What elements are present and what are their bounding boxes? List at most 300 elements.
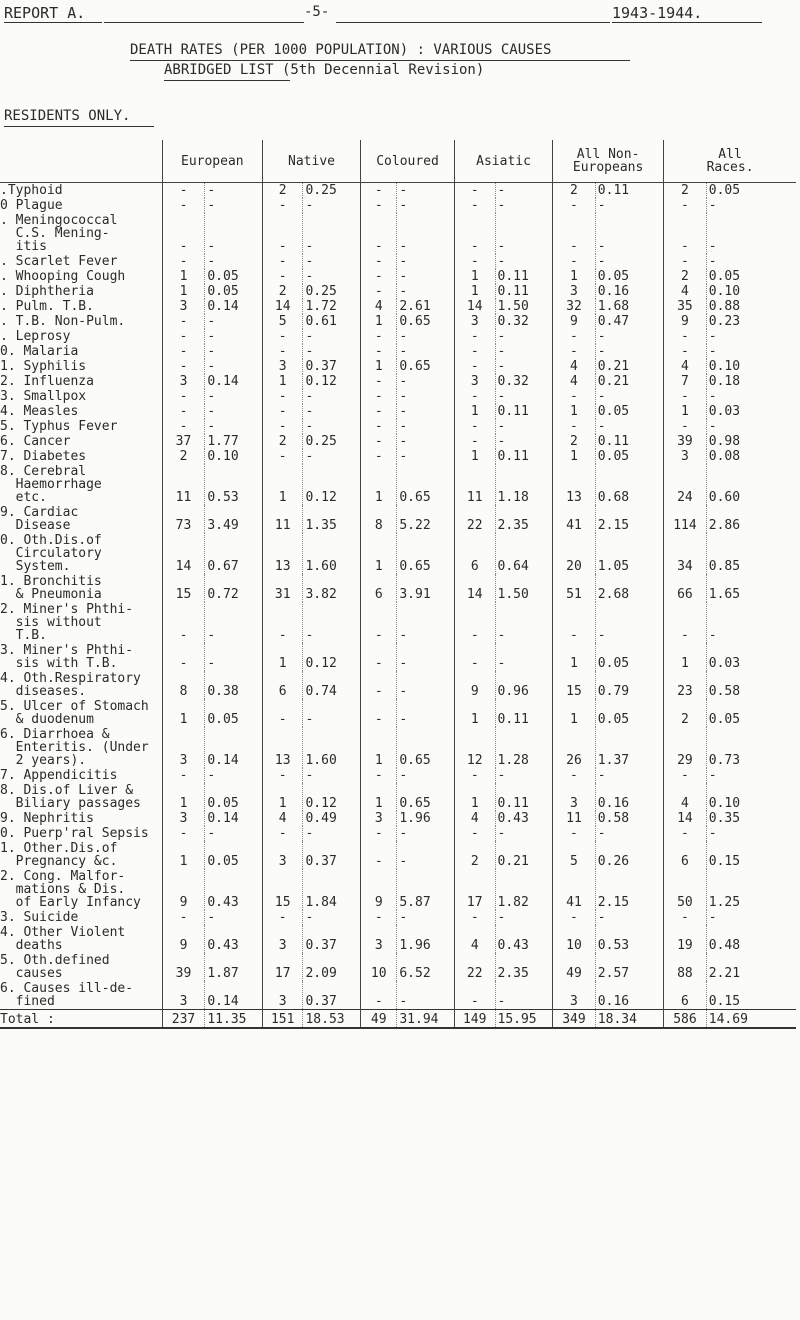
death-count: -	[162, 389, 205, 404]
table-row	[0, 299, 796, 314]
table-row	[0, 602, 796, 643]
death-rate: 2.86	[706, 505, 796, 533]
report-label: REPORT A.	[4, 4, 86, 22]
death-count: 114	[664, 505, 707, 533]
column-header-all-races: All Races.	[664, 140, 796, 183]
death-count: 9	[162, 869, 205, 910]
page-number: -5-	[304, 4, 330, 20]
death-count: 1	[454, 284, 495, 299]
death-count: -	[454, 981, 495, 1010]
death-rate: 2.15	[595, 505, 663, 533]
cause-label: 2. Miner's Phthi- sis without T.B.	[0, 602, 134, 643]
death-count: 9	[553, 314, 596, 329]
death-count: -	[553, 602, 596, 643]
table-body	[0, 183, 796, 1010]
death-rate: 0.11	[495, 699, 553, 727]
death-rate: 0.10	[706, 783, 796, 811]
death-count: -	[361, 910, 397, 925]
table-row	[0, 811, 796, 826]
cause-label: 8. Cerebral Haemorrhage etc.	[0, 464, 102, 505]
death-rate: 0.67	[205, 533, 263, 574]
death-rate: 0.11	[495, 449, 553, 464]
death-rate: 0.74	[303, 671, 361, 699]
death-rate: -	[706, 213, 796, 254]
death-rate: 0.73	[706, 727, 796, 768]
death-rate: 0.11	[495, 783, 553, 811]
death-rate: 0.61	[303, 314, 361, 329]
death-rate: -	[303, 404, 361, 419]
death-count: 1	[454, 404, 495, 419]
death-rate: -	[205, 404, 263, 419]
death-count: 1	[361, 727, 397, 768]
death-count: 19	[664, 925, 707, 953]
report-label-underline	[4, 22, 102, 23]
death-rate: -	[595, 213, 663, 254]
death-rate: 0.25	[303, 434, 361, 449]
death-rate: -	[495, 213, 553, 254]
death-count: 237	[162, 1010, 205, 1029]
death-count: -	[361, 981, 397, 1010]
death-count: 3	[262, 359, 303, 374]
death-rate: -	[595, 198, 663, 213]
cause-label: 4. Measles	[0, 404, 79, 419]
death-rate: 2.61	[397, 299, 455, 314]
table-row	[0, 727, 796, 768]
death-count: -	[162, 198, 205, 213]
death-rate: 0.25	[303, 183, 361, 199]
death-rate: 0.14	[205, 981, 263, 1010]
table-row	[0, 254, 796, 269]
death-rate: 1.82	[495, 869, 553, 910]
death-rate: -	[205, 359, 263, 374]
death-count: -	[162, 643, 205, 671]
death-count: 8	[361, 505, 397, 533]
death-count: 1	[454, 783, 495, 811]
death-rate: 5.87	[397, 869, 455, 910]
death-count: 349	[553, 1010, 596, 1029]
death-count: -	[454, 254, 495, 269]
death-count: 4	[664, 783, 707, 811]
death-count: -	[664, 910, 707, 925]
column-header-all-non-europeans: All Non- Europeans	[553, 140, 664, 183]
death-rate: 0.11	[495, 284, 553, 299]
death-count: 49	[361, 1010, 397, 1029]
death-count: 1	[262, 643, 303, 671]
table-row	[0, 183, 796, 199]
death-rate: 0.96	[495, 671, 553, 699]
death-rate: 2.57	[595, 953, 663, 981]
death-rate: 0.64	[495, 533, 553, 574]
death-count: -	[262, 389, 303, 404]
death-count: -	[162, 910, 205, 925]
death-count: 17	[262, 953, 303, 981]
death-count: -	[664, 198, 707, 213]
death-count: 1	[361, 533, 397, 574]
cause-label: 3. Miner's Phthi- sis with T.B.	[0, 643, 134, 671]
death-count: -	[553, 768, 596, 783]
cause-label: 0 Plague	[0, 198, 63, 213]
death-count: 3	[361, 925, 397, 953]
death-rate: -	[303, 344, 361, 359]
death-count: 1	[664, 643, 707, 671]
death-rate: -	[397, 699, 455, 727]
death-rate: -	[706, 254, 796, 269]
death-count: 2	[553, 183, 596, 199]
death-rate: 0.88	[706, 299, 796, 314]
death-rate: 1.28	[495, 727, 553, 768]
death-rate: 0.25	[303, 284, 361, 299]
death-count: -	[262, 826, 303, 841]
death-count: 2	[262, 284, 303, 299]
death-count: 6	[664, 841, 707, 869]
death-rate: 0.58	[706, 671, 796, 699]
death-rate: 3.49	[205, 505, 263, 533]
death-rate: 31.94	[397, 1010, 455, 1029]
death-rate: 0.37	[303, 981, 361, 1010]
cause-label: 5. Typhus Fever	[0, 419, 118, 434]
death-rate: 1.60	[303, 533, 361, 574]
death-count: -	[454, 183, 495, 199]
death-count: 4	[361, 299, 397, 314]
death-count: -	[454, 434, 495, 449]
death-rate: 0.85	[706, 533, 796, 574]
death-rate: 0.18	[706, 374, 796, 389]
death-rate: 0.16	[595, 284, 663, 299]
death-count: -	[454, 826, 495, 841]
death-count: 1	[162, 284, 205, 299]
death-rate: 1.25	[706, 869, 796, 910]
death-rate: -	[595, 768, 663, 783]
cause-label: . Whooping Cough	[0, 269, 126, 284]
death-rate: 0.32	[495, 314, 553, 329]
table-row	[0, 434, 796, 449]
death-count: -	[454, 198, 495, 213]
table-row	[0, 314, 796, 329]
death-count: -	[162, 404, 205, 419]
death-rate: 0.03	[706, 404, 796, 419]
death-count: -	[262, 198, 303, 213]
death-rate: 0.11	[495, 404, 553, 419]
death-count: 9	[454, 671, 495, 699]
death-rate: 0.23	[706, 314, 796, 329]
death-rate: -	[205, 768, 263, 783]
year-underline	[612, 22, 762, 23]
death-rate: 0.35	[706, 811, 796, 826]
death-count: 2	[262, 183, 303, 199]
death-rate: 1.96	[397, 811, 455, 826]
cause-label: 8. Dis.of Liver & Biliary passages	[0, 783, 141, 811]
death-rate: 0.14	[205, 299, 263, 314]
death-rate: 0.05	[595, 699, 663, 727]
cause-label: 1. Bronchitis & Pneumonia	[0, 574, 102, 602]
death-count: 1	[454, 269, 495, 284]
death-rate: 1.84	[303, 869, 361, 910]
cause-label: 1. Other.Dis.of Pregnancy &c.	[0, 841, 118, 869]
death-count: -	[454, 213, 495, 254]
death-count: 23	[664, 671, 707, 699]
death-count: 41	[553, 505, 596, 533]
death-rate: 2.15	[595, 869, 663, 910]
death-rate: 0.08	[706, 449, 796, 464]
death-rate: 1.77	[205, 434, 263, 449]
death-rate: 0.11	[595, 183, 663, 199]
death-rate: -	[205, 198, 263, 213]
death-rate: 0.05	[205, 269, 263, 284]
death-rate: 0.12	[303, 374, 361, 389]
death-rate: -	[495, 981, 553, 1010]
death-rate: 0.65	[397, 359, 455, 374]
death-rate: -	[595, 910, 663, 925]
death-rate: -	[495, 910, 553, 925]
death-rate: 0.21	[595, 374, 663, 389]
death-count: 2	[553, 434, 596, 449]
header-rule-left	[104, 22, 304, 23]
death-count: -	[162, 359, 205, 374]
death-rate: 2.09	[303, 953, 361, 981]
death-count: 3	[262, 925, 303, 953]
cause-label: 7. Appendicitis	[0, 768, 118, 783]
death-count: 22	[454, 505, 495, 533]
death-count: 2	[162, 449, 205, 464]
death-count: 1	[162, 699, 205, 727]
death-rate: 0.43	[205, 869, 263, 910]
death-rate: -	[397, 419, 455, 434]
death-rate: -	[397, 841, 455, 869]
death-rate: 0.14	[205, 811, 263, 826]
table-row	[0, 869, 796, 910]
death-count: 13	[262, 727, 303, 768]
death-count: 8	[162, 671, 205, 699]
death-rate: -	[397, 183, 455, 199]
table-row	[0, 910, 796, 925]
table-row	[0, 389, 796, 404]
death-rate: 0.14	[205, 374, 263, 389]
death-rate: 1.65	[706, 574, 796, 602]
death-count: -	[262, 213, 303, 254]
table-row	[0, 533, 796, 574]
death-rate: 1.60	[303, 727, 361, 768]
death-count: 31	[262, 574, 303, 602]
death-count: -	[664, 419, 707, 434]
death-count: -	[262, 404, 303, 419]
death-count: -	[262, 602, 303, 643]
death-rate: -	[397, 254, 455, 269]
table-row	[0, 826, 796, 841]
death-count: 11	[454, 464, 495, 505]
death-count: 3	[262, 841, 303, 869]
death-rate: -	[205, 602, 263, 643]
death-count: 49	[553, 953, 596, 981]
death-count: 4	[664, 284, 707, 299]
death-count: 4	[262, 811, 303, 826]
death-rate: -	[706, 419, 796, 434]
title-underline	[130, 60, 630, 61]
death-count: 1	[361, 359, 397, 374]
death-count: -	[664, 389, 707, 404]
table-row	[0, 574, 796, 602]
death-rate: -	[397, 910, 455, 925]
death-rate: -	[205, 314, 263, 329]
death-count: -	[361, 183, 397, 199]
death-rate: -	[495, 344, 553, 359]
death-count: -	[262, 254, 303, 269]
death-count: 34	[664, 533, 707, 574]
death-rate: 0.65	[397, 464, 455, 505]
column-header-native: Native	[262, 140, 360, 183]
death-count: -	[162, 602, 205, 643]
death-rate: -	[303, 449, 361, 464]
scope-underline	[4, 126, 154, 127]
death-rate: 0.10	[706, 359, 796, 374]
cause-label: 9. Nephritis	[0, 811, 94, 826]
death-rate: -	[303, 419, 361, 434]
death-rate: -	[706, 329, 796, 344]
death-count: 11	[553, 811, 596, 826]
death-rate: -	[397, 404, 455, 419]
page-subtitle: ABRIDGED LIST (5th Decennial Revision)	[164, 62, 485, 78]
cause-label: . T.B. Non-Pulm.	[0, 314, 126, 329]
total-row	[0, 1010, 796, 1029]
death-rate: 0.68	[595, 464, 663, 505]
death-count: 14	[454, 299, 495, 314]
death-rate: 0.16	[595, 981, 663, 1010]
death-rate: 0.72	[205, 574, 263, 602]
cause-label: 4. Oth.Respiratory diseases.	[0, 671, 141, 699]
death-count: 3	[361, 811, 397, 826]
cause-label: 1. Syphilis	[0, 359, 87, 374]
death-count: 10	[553, 925, 596, 953]
death-rate: -	[205, 344, 263, 359]
death-count: 3	[454, 314, 495, 329]
death-count: 1	[262, 464, 303, 505]
death-rate: 0.37	[303, 925, 361, 953]
death-rate: -	[397, 389, 455, 404]
death-count: -	[454, 344, 495, 359]
death-rate: 0.60	[706, 464, 796, 505]
death-rate: 0.12	[303, 783, 361, 811]
death-rate: -	[303, 329, 361, 344]
death-rate: 0.58	[595, 811, 663, 826]
cause-label: 0. Malaria	[0, 344, 79, 359]
death-count: -	[162, 213, 205, 254]
table-row	[0, 404, 796, 419]
death-rate: -	[706, 768, 796, 783]
death-count: -	[262, 768, 303, 783]
death-rate: 0.48	[706, 925, 796, 953]
table-row	[0, 359, 796, 374]
death-rate: -	[397, 449, 455, 464]
death-count: 3	[162, 374, 205, 389]
death-count: -	[454, 389, 495, 404]
death-rate: 0.21	[495, 841, 553, 869]
death-rate: -	[205, 643, 263, 671]
death-rate: 0.05	[595, 269, 663, 284]
death-count: -	[553, 254, 596, 269]
death-rate: 0.16	[595, 783, 663, 811]
death-count: 7	[664, 374, 707, 389]
death-count: 3	[162, 727, 205, 768]
death-rate: -	[495, 359, 553, 374]
death-rate: 0.12	[303, 643, 361, 671]
death-count: 6	[454, 533, 495, 574]
death-count: -	[361, 419, 397, 434]
death-count: 14	[664, 811, 707, 826]
death-rate: 0.05	[595, 643, 663, 671]
death-rate: 0.21	[595, 359, 663, 374]
cause-label: 6. Diarrhoea & Enteritis. (Under 2 years).	[0, 727, 149, 768]
death-rate: -	[706, 910, 796, 925]
death-count: 14	[262, 299, 303, 314]
death-count: 17	[454, 869, 495, 910]
death-rate: -	[397, 671, 455, 699]
death-rate: -	[303, 699, 361, 727]
table-row	[0, 329, 796, 344]
death-rate: -	[495, 768, 553, 783]
death-count: 3	[553, 284, 596, 299]
cause-label: 7. Diabetes	[0, 449, 87, 464]
death-count: -	[454, 643, 495, 671]
table-row	[0, 783, 796, 811]
death-rate: 5.22	[397, 505, 455, 533]
death-count: -	[361, 434, 397, 449]
death-rate: -	[495, 434, 553, 449]
death-count: 1	[553, 699, 596, 727]
death-count: 4	[553, 359, 596, 374]
death-count: -	[553, 344, 596, 359]
death-count: 1	[162, 841, 205, 869]
death-rate: -	[205, 254, 263, 269]
death-count: 4	[454, 925, 495, 953]
table-row	[0, 699, 796, 727]
table-header-row	[0, 140, 796, 183]
death-count: -	[162, 826, 205, 841]
death-count: 1	[553, 269, 596, 284]
death-count: 13	[262, 533, 303, 574]
death-count: 2	[664, 183, 707, 199]
cause-label: . Diphtheria	[0, 284, 94, 299]
death-count: 10	[361, 953, 397, 981]
death-count: 3	[454, 374, 495, 389]
death-count: 51	[553, 574, 596, 602]
death-rate: 0.79	[595, 671, 663, 699]
death-rate: 2.35	[495, 953, 553, 981]
death-count: -	[553, 910, 596, 925]
death-count: 15	[262, 869, 303, 910]
death-rate: 0.05	[706, 183, 796, 199]
death-count: -	[361, 449, 397, 464]
death-rate: -	[706, 344, 796, 359]
column-header-coloured: Coloured	[361, 140, 455, 183]
death-rate: -	[205, 419, 263, 434]
death-rate: -	[495, 826, 553, 841]
cause-label: 4. Other Violent deaths	[0, 925, 126, 953]
death-rate: 15.95	[495, 1010, 553, 1029]
death-rate: -	[303, 254, 361, 269]
death-count: -	[262, 910, 303, 925]
death-count: -	[361, 404, 397, 419]
table-row	[0, 981, 796, 1010]
death-count: 12	[454, 727, 495, 768]
death-rate: 0.43	[495, 925, 553, 953]
death-count: -	[553, 826, 596, 841]
death-count: -	[262, 329, 303, 344]
death-count: -	[162, 183, 205, 199]
death-rate: -	[397, 374, 455, 389]
death-rate: -	[706, 198, 796, 213]
death-count: -	[664, 329, 707, 344]
death-count: 15	[162, 574, 205, 602]
death-rate: -	[495, 419, 553, 434]
